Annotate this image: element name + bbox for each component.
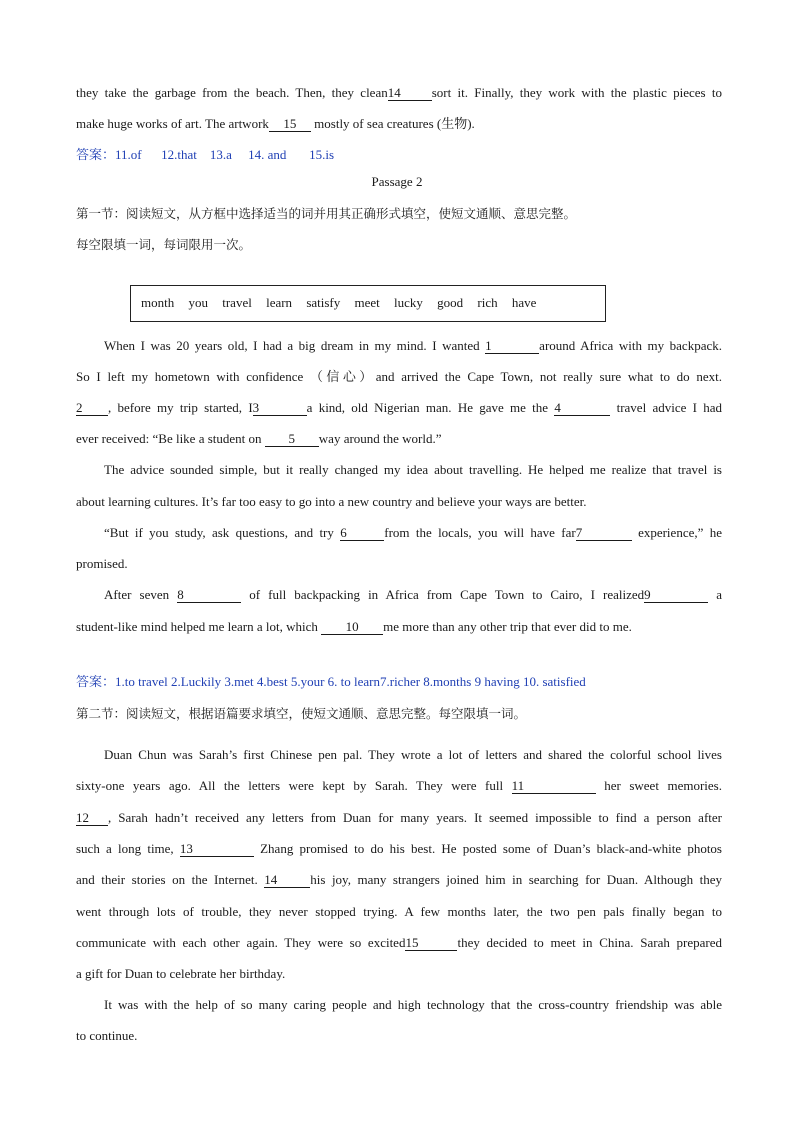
blank-2: 2 <box>76 401 108 416</box>
s2-para1-line1: Duan Chun was Sarah’s first Chinese pen pal. They wrote a lot of letters and shared the colorful school lives <box>104 747 722 762</box>
blank-6: 6 <box>340 526 384 541</box>
word-bank-item: you <box>188 295 208 310</box>
word-bank-item: travel <box>222 295 252 310</box>
section2-instruction: 第二节：阅读短文，根据语篇要求填空，使短文通顺、意思完整。每空限填一词。 <box>76 706 527 721</box>
word-bank-item: rich <box>477 295 498 310</box>
p2-para1-line1: When I was 20 years old, I had a big dream in my mind. I wanted 1 around Africa with my backpack. <box>104 338 722 353</box>
passage1-line-2: make huge works of art. The artwork 15 mostly of sea creatures (生物). <box>76 116 475 131</box>
s2-para1-line3: 12 , Sarah hadn’t received any letters from Duan for many years. It seemed impossible to find a person after <box>76 810 722 825</box>
blank-1: 1 <box>485 339 539 354</box>
blank-8: 8 <box>177 588 241 603</box>
blank-14: 14 <box>264 873 310 888</box>
p2-para2-line2: about learning cultures. It’s far too easy to go into a new country and believe your ways are better. <box>76 494 587 509</box>
blank-5: 5 <box>265 432 319 447</box>
blank-4: 4 <box>554 401 610 416</box>
word-bank-item: have <box>511 295 537 310</box>
blank-9: 9 <box>644 588 708 603</box>
p2-para1-line2: So I left my hometown with confidence （信心）and arrived the Cape Town, not really sure what to do next. <box>76 369 722 384</box>
p2-para4-line2: student-like mind helped me learn a lot, which 10 me more than any other trip that ever did to me. <box>76 619 632 634</box>
word-bank-item: satisfy <box>306 295 341 310</box>
word-bank <box>141 295 547 311</box>
passage2-title: Passage 2 <box>371 174 423 189</box>
passage1-line-1: they take the garbage from the beach. Then, they clean14 sort it. Finally, they work with the plastic pieces to <box>76 85 722 100</box>
p2-para1-line3: 2 , before my trip started, I3 a kind, old Nigerian man. He gave me the 4 travel advice I had <box>76 400 722 415</box>
word-bank-item: good <box>437 295 464 310</box>
word-bank-item: learn <box>266 295 293 310</box>
s2-para1-line7: communicate with each other again. They were so excited15 they decided to meet in China. Sarah prepared <box>76 935 723 950</box>
blank-11: 11 <box>512 779 596 794</box>
word-bank-item: meet <box>354 295 380 310</box>
blank-12: 12 <box>76 811 108 826</box>
blank-15: 15 <box>405 936 457 951</box>
blank-13: 13 <box>180 842 254 857</box>
blank-15: 15 <box>269 117 311 132</box>
blank-3: 3 <box>253 401 307 416</box>
word-bank-item: lucky <box>394 295 423 310</box>
p2-para3-line1: “But if you study, ask questions, and try 6 from the locals, you will have far7 experience,” he <box>104 525 722 540</box>
blank-10: 10 <box>321 620 383 635</box>
s2-para1-line5: and their stories on the Internet. 14 his joy, many strangers joined him in searching for Duan. Although they <box>76 872 723 887</box>
word-bank-item: month <box>141 295 175 310</box>
s2-para2-line2: to continue. <box>76 1028 138 1043</box>
s2-para1-line8: a gift for Duan to celebrate her birthday. <box>76 966 286 981</box>
s2-para2-line1: It was with the help of so many caring people and high technology that the cross-country friendship was able <box>104 997 722 1012</box>
answer-key-passage1: 答案：11.of 12.that 13.a 14. and 15.is <box>76 147 335 162</box>
s2-para1-line2: sixty-one years ago. All the letters were kept by Sarah. They were full 11 her sweet memories. <box>76 778 722 793</box>
p2-para1-line4: ever received: “Be like a student on 5 way around the world.” <box>76 431 442 446</box>
word-bank-box <box>130 285 606 322</box>
p2-para4-line1: After seven 8 of full backpacking in Africa from Cape Town to Cairo, I realized9 a <box>104 587 722 602</box>
answer-key-passage2: 答案：1.to travel 2.Luckily 3.met 4.best 5.your 6. to learn7.richer 8.months 9 having 10. satisfied <box>76 674 586 689</box>
blank-14: 14 <box>388 86 432 101</box>
blank-7: 7 <box>576 526 632 541</box>
s2-para1-line4: such a long time, 13 Zhang promised to do his best. He posted some of Duan’s black-and-white photos <box>76 841 722 856</box>
p2-para2-line1: The advice sounded simple, but it really changed my idea about travelling. He helped me realize that travel is <box>104 462 722 477</box>
s2-para1-line6: went through lots of trouble, they never stopped trying. A few months later, the two pen pals finally began to <box>76 904 722 919</box>
p2-para3-line2: promised. <box>76 556 128 571</box>
section1-instruction-note: 每空限填一词，每词限用一次。 <box>76 237 252 252</box>
section1-instruction: 第一节：阅读短文，从方框中选择适当的词并用其正确形式填空，使短文通顺、意思完整。 <box>76 206 577 221</box>
